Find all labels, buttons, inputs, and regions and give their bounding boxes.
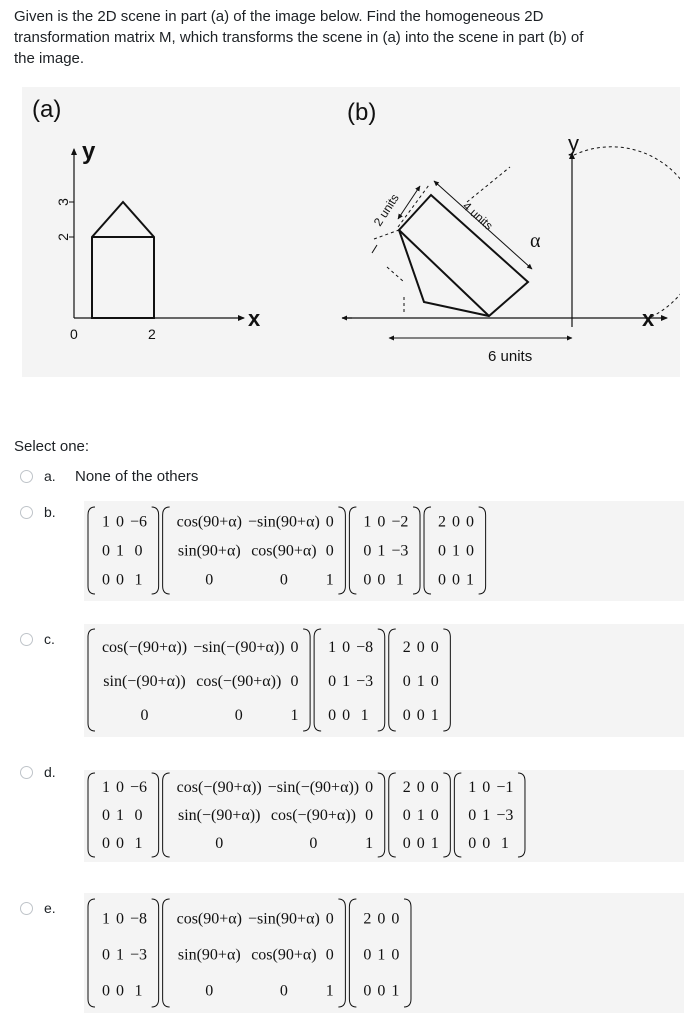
a-tick-label: 2 xyxy=(55,233,71,241)
matrix-left-bracket xyxy=(314,629,321,731)
option-c-matrix-svg xyxy=(84,624,684,737)
matrix-right-bracket xyxy=(404,899,411,1007)
matrix-left-bracket xyxy=(349,899,356,1007)
matrix-cell: 0 xyxy=(342,639,351,657)
matrix-cell: 0 xyxy=(116,835,124,852)
matrix-right-bracket xyxy=(378,773,385,857)
matrix-cell: −1 xyxy=(496,779,514,796)
matrix-cell: sin(−(90+α)) xyxy=(177,807,261,824)
a-tick-label: 3 xyxy=(55,198,71,206)
option-letter: c. xyxy=(44,631,55,647)
matrix-left-bracket xyxy=(163,507,170,594)
matrix-cell: 1 xyxy=(365,835,374,852)
matrix-cell: 0 xyxy=(134,807,143,824)
matrix-cell: 1 xyxy=(325,982,334,1000)
matrix-cell: 0 xyxy=(102,982,110,1000)
matrix-cell: 0 xyxy=(430,639,439,657)
matrix-cell: 0 xyxy=(391,910,400,928)
matrix-cell: 1 xyxy=(102,910,110,928)
matrix-cell: 0 xyxy=(468,835,477,852)
a-x-label: x xyxy=(248,306,261,331)
matrix-cell: 1 xyxy=(391,982,400,1000)
matrix-cell: 0 xyxy=(377,982,386,1000)
matrix-cell: 1 xyxy=(500,835,509,852)
matrix-right-bracket xyxy=(152,899,159,1007)
matrix-cell: 0 xyxy=(102,946,110,964)
matrix-right-bracket xyxy=(303,629,310,731)
matrix-cell: 1 xyxy=(342,673,351,691)
option-letter: e. xyxy=(44,900,56,916)
matrix-left-bracket xyxy=(88,773,95,857)
matrix-cell: −sin(−(90+α)) xyxy=(267,779,360,796)
b-house-shape xyxy=(399,195,528,316)
matrix-cell: cos(90+α) xyxy=(176,910,242,928)
matrix-cell: 2 xyxy=(438,513,446,531)
matrix-cell: −6 xyxy=(129,513,148,531)
b-angle-arc xyxy=(574,147,680,318)
matrix-left-bracket xyxy=(163,899,170,1007)
matrix-cell: 1 xyxy=(416,673,425,691)
matrix-cell: 0 xyxy=(438,571,446,589)
matrix-cell: 0 xyxy=(466,513,474,531)
matrix-cell: 1 xyxy=(325,571,334,589)
matrix-cell: 0 xyxy=(365,807,374,824)
option-d-radio[interactable] xyxy=(20,766,33,779)
option-letter: a. xyxy=(44,468,56,484)
matrix-cell: 0 xyxy=(116,779,124,796)
a-tick-label: 2 xyxy=(148,326,156,342)
matrix-cell: −8 xyxy=(356,639,374,657)
matrix-cell: 0 xyxy=(482,835,491,852)
option-letter: b. xyxy=(44,504,56,520)
matrix-cell: 2 xyxy=(402,639,411,657)
matrix-cell: 0 xyxy=(416,707,425,725)
matrix-cell: 0 xyxy=(279,982,288,1000)
matrix-cell: 0 xyxy=(363,982,372,1000)
b-dashed xyxy=(374,230,399,239)
matrix-product xyxy=(88,899,411,1007)
question-line: the image. xyxy=(14,50,85,67)
b-dim-2-line xyxy=(398,185,429,227)
matrix-cell: 0 xyxy=(363,946,372,964)
matrix-cell: −sin(−(90+α)) xyxy=(193,639,285,657)
matrix-cell: 1 xyxy=(468,779,477,796)
matrix-cell: 0 xyxy=(205,571,214,589)
matrix-left-bracket xyxy=(88,899,95,1007)
matrix-cell: 0 xyxy=(430,673,439,691)
a-tick-label: 0 xyxy=(70,326,78,342)
option-e-radio[interactable] xyxy=(20,902,33,915)
matrix-cell: cos(−(90+α)) xyxy=(176,779,262,796)
matrix-cell: 0 xyxy=(325,910,334,928)
matrix-cell: 0 xyxy=(290,673,299,691)
matrix-cell: 0 xyxy=(205,982,214,1000)
matrix-cell: 0 xyxy=(102,542,110,560)
matrix-cell: 0 xyxy=(482,779,491,796)
matrix-right-bracket xyxy=(413,507,420,594)
matrix-cell: −8 xyxy=(129,910,148,928)
matrix-right-bracket xyxy=(378,629,385,731)
question-line: Given is the 2D scene in part (a) of the image below. Find the homogeneous 2D xyxy=(14,8,544,25)
matrix-cell: 2 xyxy=(402,779,411,796)
matrix-cell: 1 xyxy=(360,707,369,725)
matrix-cell: 0 xyxy=(234,707,243,725)
option-b-matrix xyxy=(84,501,684,601)
matrix-cell: 0 xyxy=(116,982,124,1000)
matrix-cell: 0 xyxy=(438,542,446,560)
question-text xyxy=(14,6,674,69)
matrix-cell: sin(90+α) xyxy=(177,946,241,964)
matrix-right-bracket xyxy=(338,507,345,594)
matrix-right-bracket xyxy=(443,773,450,857)
b-helper xyxy=(372,245,377,253)
matrix-cell: sin(−(90+α)) xyxy=(103,673,186,691)
matrix-cell: 0 xyxy=(328,673,337,691)
matrix-cell: 1 xyxy=(134,982,143,1000)
matrix-cell: 0 xyxy=(116,910,124,928)
matrix-cell: −2 xyxy=(391,513,409,531)
matrix-cell: 0 xyxy=(377,910,386,928)
matrix-cell: 1 xyxy=(134,835,143,852)
matrix-right-bracket xyxy=(152,507,159,594)
matrix-cell: 0 xyxy=(325,946,334,964)
matrix-right-bracket xyxy=(338,899,345,1007)
matrix-cell: 0 xyxy=(102,571,110,589)
matrix-cell: cos(90+α) xyxy=(251,542,317,560)
b-alpha-label: α xyxy=(530,230,541,252)
matrix-cell: 0 xyxy=(416,639,425,657)
matrix-cell: −3 xyxy=(496,807,514,824)
matrix-cell: 0 xyxy=(402,673,411,691)
matrix-cell: 0 xyxy=(430,807,439,824)
matrix-cell: 1 xyxy=(116,946,124,964)
option-d-matrix xyxy=(84,770,684,862)
matrix-cell: 0 xyxy=(328,707,337,725)
b-dim-4-label: 4 units xyxy=(459,198,496,233)
matrix-cell: 0 xyxy=(363,542,372,560)
matrix-cell: 0 xyxy=(416,779,425,796)
matrix-cell: −6 xyxy=(129,779,148,796)
matrix-cell: 0 xyxy=(309,835,318,852)
b-dashed xyxy=(467,167,510,202)
matrix-cell: 0 xyxy=(279,571,288,589)
option-e-matrix xyxy=(84,893,684,1013)
matrix-cell: 0 xyxy=(342,707,351,725)
b-dim-2-label: 2 units xyxy=(370,191,402,229)
matrix-right-bracket xyxy=(152,773,159,857)
option-d-matrix-svg xyxy=(84,770,684,862)
matrix-cell: 1 xyxy=(116,542,124,560)
option-letter: d. xyxy=(44,764,56,780)
select-one-label: Select one: xyxy=(14,438,90,455)
matrix-cell: 1 xyxy=(134,571,143,589)
option-c-matrix xyxy=(84,624,684,737)
matrix-cell: 0 xyxy=(430,779,439,796)
matrix-cell: 1 xyxy=(452,542,460,560)
matrix-cell: 0 xyxy=(102,835,110,852)
matrix-cell: 0 xyxy=(140,707,149,725)
matrix-left-bracket xyxy=(424,507,431,594)
b-dim-6-label: 6 units xyxy=(488,348,533,365)
option-a-text: None of the others xyxy=(75,468,199,485)
matrix-cell: 1 xyxy=(328,639,337,657)
part-b-label: (b) xyxy=(347,99,377,126)
matrix-cell: −3 xyxy=(129,946,148,964)
part-a-label: (a) xyxy=(32,96,62,123)
matrix-cell: 0 xyxy=(468,807,477,824)
matrix-product xyxy=(88,773,525,857)
matrix-left-bracket xyxy=(163,773,170,857)
matrix-cell: −3 xyxy=(356,673,374,691)
b-house-wall xyxy=(399,230,489,316)
matrix-cell: 0 xyxy=(215,835,224,852)
option-c-radio[interactable] xyxy=(20,633,33,646)
matrix-left-bracket xyxy=(88,629,95,731)
matrix-cell: cos(−(90+α)) xyxy=(101,639,188,657)
matrix-cell: 1 xyxy=(430,835,439,852)
b-y-label: y xyxy=(568,131,579,156)
matrix-product xyxy=(88,507,486,594)
matrix-cell: 1 xyxy=(363,513,372,531)
matrix-cell: 1 xyxy=(482,807,491,824)
matrix-cell: −sin(90+α) xyxy=(248,513,320,531)
matrix-cell: 2 xyxy=(363,910,372,928)
option-b-radio[interactable] xyxy=(20,506,33,519)
matrix-cell: cos(−(90+α)) xyxy=(270,807,356,824)
matrix-cell: 0 xyxy=(416,835,425,852)
matrix-cell: −sin(90+α) xyxy=(248,910,320,928)
matrix-cell: 1 xyxy=(430,707,439,725)
matrix-cell: cos(90+α) xyxy=(251,946,317,964)
matrix-cell: 1 xyxy=(416,807,425,824)
matrix-cell: 1 xyxy=(377,542,386,560)
matrix-cell: 0 xyxy=(290,639,299,657)
matrix-cell: 0 xyxy=(391,946,400,964)
matrix-left-bracket xyxy=(88,507,95,594)
b-x-label: x xyxy=(642,306,655,331)
matrix-cell: 0 xyxy=(402,807,411,824)
figure-svg xyxy=(22,87,680,377)
matrix-cell: 0 xyxy=(363,571,372,589)
matrix-right-bracket xyxy=(443,629,450,731)
matrix-cell: 0 xyxy=(452,571,460,589)
matrix-cell: 1 xyxy=(377,946,386,964)
matrix-cell: 0 xyxy=(116,513,124,531)
option-a-radio[interactable] xyxy=(20,470,33,483)
option-b-matrix-svg xyxy=(84,501,684,601)
matrix-right-bracket xyxy=(518,773,525,857)
a-house-shape xyxy=(92,202,154,318)
matrix-cell: cos(90+α) xyxy=(176,513,242,531)
matrix-cell: 0 xyxy=(466,542,474,560)
matrix-cell: 1 xyxy=(290,707,299,725)
matrix-cell: 0 xyxy=(102,807,110,824)
matrix-cell: 0 xyxy=(377,513,386,531)
matrix-cell: 1 xyxy=(466,571,474,589)
matrix-cell: cos(−(90+α)) xyxy=(196,673,282,691)
matrix-left-bracket xyxy=(454,773,461,857)
matrix-cell: sin(90+α) xyxy=(177,542,241,560)
matrix-cell: 0 xyxy=(134,542,143,560)
matrix-cell: 0 xyxy=(325,542,334,560)
matrix-left-bracket xyxy=(389,629,396,731)
matrix-cell: 0 xyxy=(402,835,411,852)
matrix-product xyxy=(88,629,450,731)
matrix-left-bracket xyxy=(389,773,396,857)
matrix-cell: 0 xyxy=(452,513,460,531)
matrix-cell: 0 xyxy=(116,571,124,589)
matrix-cell: 0 xyxy=(377,571,386,589)
matrix-cell: 0 xyxy=(365,779,374,796)
matrix-cell: 1 xyxy=(395,571,404,589)
matrix-cell: 0 xyxy=(325,513,334,531)
matrix-cell: 1 xyxy=(116,807,124,824)
matrix-cell: 1 xyxy=(102,513,110,531)
matrix-cell: 1 xyxy=(102,779,110,796)
matrix-left-bracket xyxy=(349,507,356,594)
a-y-label: y xyxy=(82,138,96,165)
matrix-right-bracket xyxy=(479,507,486,594)
question-figure xyxy=(22,87,680,377)
question-line: transformation matrix M, which transforms the scene in (a) into the scene in part (b) of xyxy=(14,29,584,46)
option-e-matrix-svg xyxy=(84,893,684,1013)
matrix-cell: 0 xyxy=(402,707,411,725)
b-dashed xyxy=(387,267,404,282)
matrix-cell: −3 xyxy=(391,542,409,560)
